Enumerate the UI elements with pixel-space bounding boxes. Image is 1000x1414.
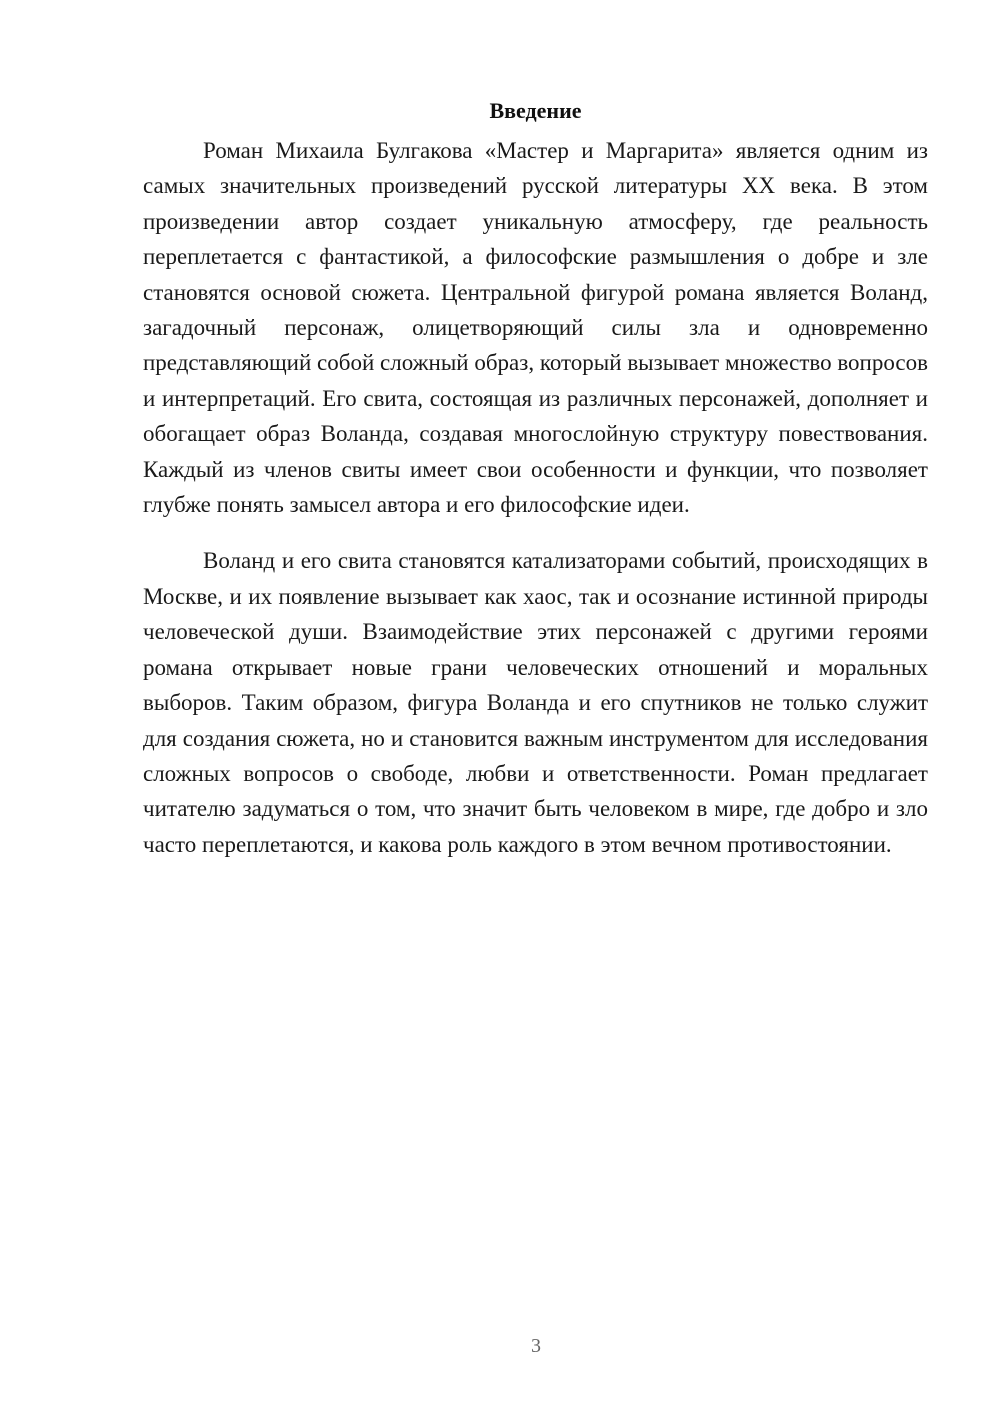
page-content (143, 97, 928, 862)
section-title: Введение (489, 98, 582, 123)
page-number: 3 (531, 1335, 541, 1357)
paragraph-2: Воланд и его свита становятся катализаторами событий, происходящих в Москве, и их появление вызывает как хаос, так и осознание истинной природы человеческой души. Взаимодействие этих персонажей с другими героями романа открывает новые грани человеческих отношений и моральных выборов. Таким образом, фигура Воланда и его спутников не только служит для создания сюжета, но и становится важным инструментом для исследования сложных вопросов о свободе, любви и ответственности. Роман предлагает читателю задуматься о том, что значит быть человеком в мире, где добро и зло часто переплетаются, и какова роль каждого в этом вечном противостоянии. (143, 548, 928, 857)
paragraph-1: Роман Михаила Булгакова «Мастер и Маргарита» является одним из самых значительных произведений русской литературы XX века. В этом произведении автор создает уникальную атмосферу, где реальность переплетается с фантастикой, а философские размышления о добре и зле становятся основой сюжета. Центральной фигурой романа является Воланд, загадочный персонаж, олицетворяющий силы зла и одновременно представляющий собой сложный образ, который вызывает множество вопросов и интерпретаций. Его свита, состоящая из различных персонажей, дополняет и обогащает образ Воланда, создавая многослойную структуру повествования. Каждый из членов свиты имеет свои особенности и функции, что позволяет глубже понять замысел автора и его философские идеи. (143, 138, 928, 518)
